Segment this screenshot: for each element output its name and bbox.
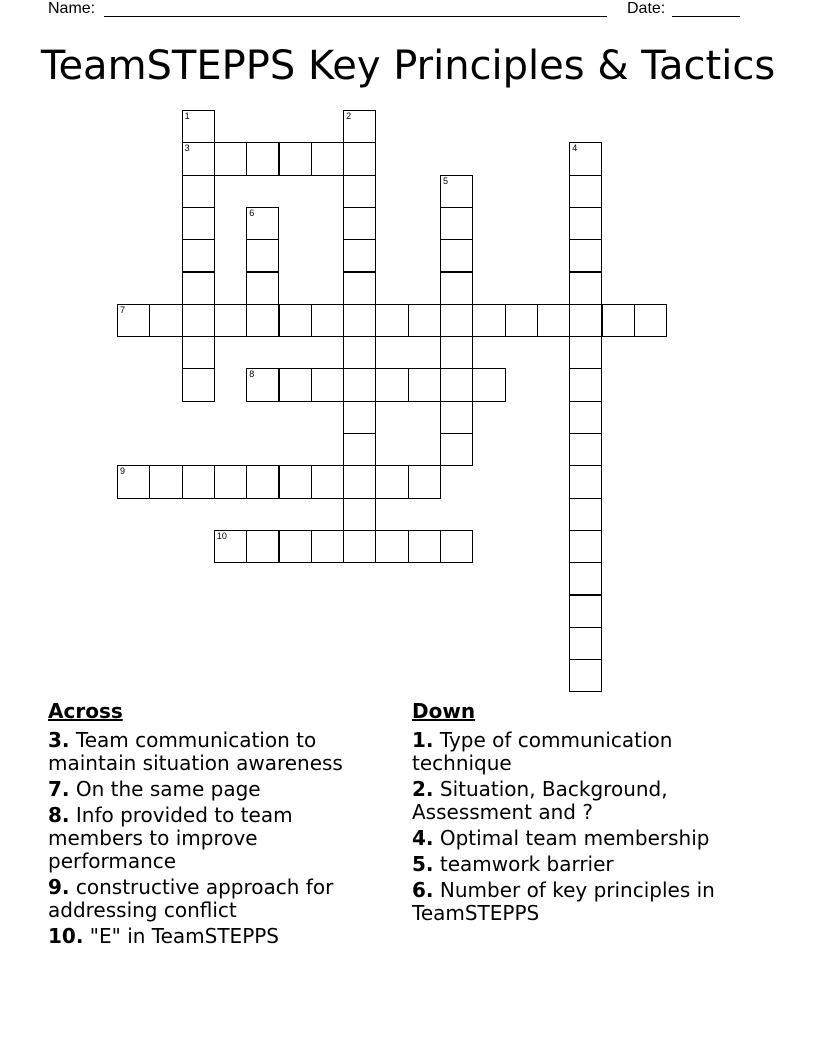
grid-cell[interactable] [569, 142, 602, 175]
grid-cell[interactable] [569, 272, 602, 305]
grid-cell[interactable] [505, 304, 538, 337]
clue-number: 4. [412, 826, 434, 850]
grid-cell[interactable] [182, 465, 215, 498]
grid-cell[interactable] [246, 207, 279, 240]
grid-cell[interactable] [246, 368, 279, 401]
grid-cell[interactable] [569, 530, 602, 563]
grid-cell[interactable] [182, 336, 215, 369]
grid-cell[interactable] [569, 175, 602, 208]
grid-cell[interactable] [343, 207, 376, 240]
grid-cell[interactable] [440, 336, 473, 369]
across-clue [48, 778, 378, 801]
grid-cell[interactable] [279, 142, 312, 175]
grid-cell[interactable] [343, 368, 376, 401]
across-clue [48, 729, 378, 775]
date-label: Date: [627, 0, 666, 17]
down-clue [412, 729, 752, 775]
clue-text: Type of communication technique [412, 728, 673, 775]
grid-cell[interactable] [569, 304, 602, 337]
grid-cell[interactable] [375, 465, 408, 498]
grid-cell[interactable] [569, 433, 602, 466]
grid-cell[interactable] [440, 272, 473, 305]
clue-number: 5. [412, 852, 434, 876]
cell-number: 8 [249, 369, 255, 380]
grid-cell[interactable] [375, 304, 408, 337]
grid-cell[interactable] [375, 368, 408, 401]
grid-cell[interactable] [182, 142, 215, 175]
grid-cell[interactable] [214, 304, 247, 337]
grid-cell[interactable] [440, 239, 473, 272]
clue-text: Optimal team membership [433, 826, 710, 850]
grid-cell[interactable] [182, 110, 215, 143]
cell-number: 6 [249, 207, 255, 218]
cell-number: 9 [120, 466, 126, 477]
cell-number: 1 [184, 111, 190, 121]
grid-cell[interactable] [440, 175, 473, 208]
grid-cell[interactable] [569, 239, 602, 272]
grid-cell[interactable] [182, 272, 215, 305]
grid-cell[interactable] [440, 368, 473, 401]
grid-cell[interactable] [569, 207, 602, 240]
down-clue [412, 853, 752, 876]
grid-cell[interactable] [311, 465, 344, 498]
across-clue [48, 876, 378, 922]
grid-cell[interactable] [246, 465, 279, 498]
clue-text: Info provided to team members to improve performance [48, 803, 293, 873]
cell-number: 3 [184, 143, 190, 154]
grid-cell[interactable] [246, 304, 279, 337]
grid-cell[interactable] [569, 401, 602, 434]
grid-cell[interactable] [569, 595, 602, 628]
grid-cell[interactable] [408, 304, 441, 337]
clue-number: 10. [48, 924, 84, 948]
grid-cell[interactable] [440, 304, 473, 337]
cell-number: 2 [346, 111, 352, 121]
grid-cell[interactable] [246, 142, 279, 175]
grid-cell[interactable] [182, 175, 215, 208]
grid-cell[interactable] [311, 530, 344, 563]
grid-cell[interactable] [537, 304, 570, 337]
grid-cell[interactable] [343, 498, 376, 531]
cell-number: 4 [572, 143, 578, 154]
name-label: Name: [48, 0, 96, 17]
grid-cell[interactable] [279, 530, 312, 563]
grid-cell[interactable] [343, 433, 376, 466]
clue-text: Team communication to maintain situation awareness [48, 728, 343, 775]
grid-cell[interactable] [343, 142, 376, 175]
clue-number: 8. [48, 803, 70, 827]
down-heading: Down [412, 699, 476, 723]
grid-cell[interactable] [343, 336, 376, 369]
down-clue [412, 778, 752, 824]
grid-cell[interactable] [182, 207, 215, 240]
grid-cell[interactable] [408, 530, 441, 563]
grid-cell[interactable] [569, 368, 602, 401]
clue-number: 2. [412, 777, 434, 801]
clue-number: 9. [48, 875, 70, 899]
grid-cell[interactable] [311, 142, 344, 175]
grid-cell[interactable] [182, 368, 215, 401]
grid-cell[interactable] [311, 304, 344, 337]
grid-cell[interactable] [214, 142, 247, 175]
grid-cell[interactable] [214, 530, 247, 563]
clue-number: 6. [412, 878, 434, 902]
grid-cell[interactable] [569, 562, 602, 595]
clue-text: On the same page [69, 777, 261, 801]
clue-text: Situation, Background, Assessment and ? [412, 777, 668, 824]
down-clues [412, 700, 752, 928]
grid-cell[interactable] [408, 465, 441, 498]
grid-cell[interactable] [149, 304, 182, 337]
clue-number: 1. [412, 728, 434, 752]
grid-cell[interactable] [472, 304, 505, 337]
grid-cell[interactable] [343, 401, 376, 434]
grid-cell[interactable] [246, 272, 279, 305]
across-clue-list [48, 729, 378, 948]
down-clue [412, 879, 752, 925]
grid-cell[interactable] [149, 465, 182, 498]
grid-cell[interactable] [246, 239, 279, 272]
grid-cell[interactable] [569, 498, 602, 531]
grid-cell[interactable] [343, 530, 376, 563]
grid-cell[interactable] [279, 368, 312, 401]
grid-cell[interactable] [440, 401, 473, 434]
grid-cell[interactable] [569, 465, 602, 498]
clue-text: Number of key principles in TeamSTEPPS [412, 878, 715, 925]
clue-number: 7. [48, 777, 70, 801]
down-clue-list [412, 729, 752, 925]
clue-text: "E" in TeamSTEPPS [83, 924, 280, 948]
grid-cell[interactable] [343, 239, 376, 272]
cell-number: 5 [443, 175, 449, 186]
across-heading: Across [48, 699, 123, 723]
grid-cell[interactable] [182, 239, 215, 272]
clue-number: 3. [48, 728, 70, 752]
grid-cell[interactable] [343, 272, 376, 305]
grid-cell[interactable] [440, 433, 473, 466]
clue-text: constructive approach for addressing conflict [48, 875, 334, 922]
grid-cell[interactable] [343, 110, 376, 143]
grid-cell[interactable] [117, 465, 150, 498]
grid-cell[interactable] [343, 465, 376, 498]
grid-cell[interactable] [343, 304, 376, 337]
grid-cell[interactable] [246, 530, 279, 563]
grid-cell[interactable] [279, 465, 312, 498]
grid-cell[interactable] [214, 465, 247, 498]
grid-cell[interactable] [440, 207, 473, 240]
cell-number: 10 [216, 530, 227, 541]
down-clue [412, 827, 752, 850]
grid-cell[interactable] [311, 368, 344, 401]
grid-cell[interactable] [375, 530, 408, 563]
grid-cell[interactable] [569, 659, 602, 692]
grid-cell[interactable] [408, 368, 441, 401]
across-clue [48, 925, 378, 948]
grid-cell[interactable] [602, 304, 635, 337]
across-clue [48, 804, 378, 873]
grid-cell[interactable] [117, 304, 150, 337]
grid-cell[interactable] [634, 304, 667, 337]
clue-text: teamwork barrier [433, 852, 614, 876]
grid-cell[interactable] [279, 304, 312, 337]
grid-cell[interactable] [569, 627, 602, 660]
grid-cell[interactable] [472, 368, 505, 401]
grid-cell[interactable] [440, 530, 473, 563]
cell-number: 7 [120, 304, 126, 315]
grid-cell[interactable] [182, 304, 215, 337]
grid-cell[interactable] [569, 336, 602, 369]
page-title: TeamSTEPPS Key Principles & Tactics [40, 43, 776, 89]
across-clues [48, 700, 378, 951]
grid-cell[interactable] [343, 175, 376, 208]
